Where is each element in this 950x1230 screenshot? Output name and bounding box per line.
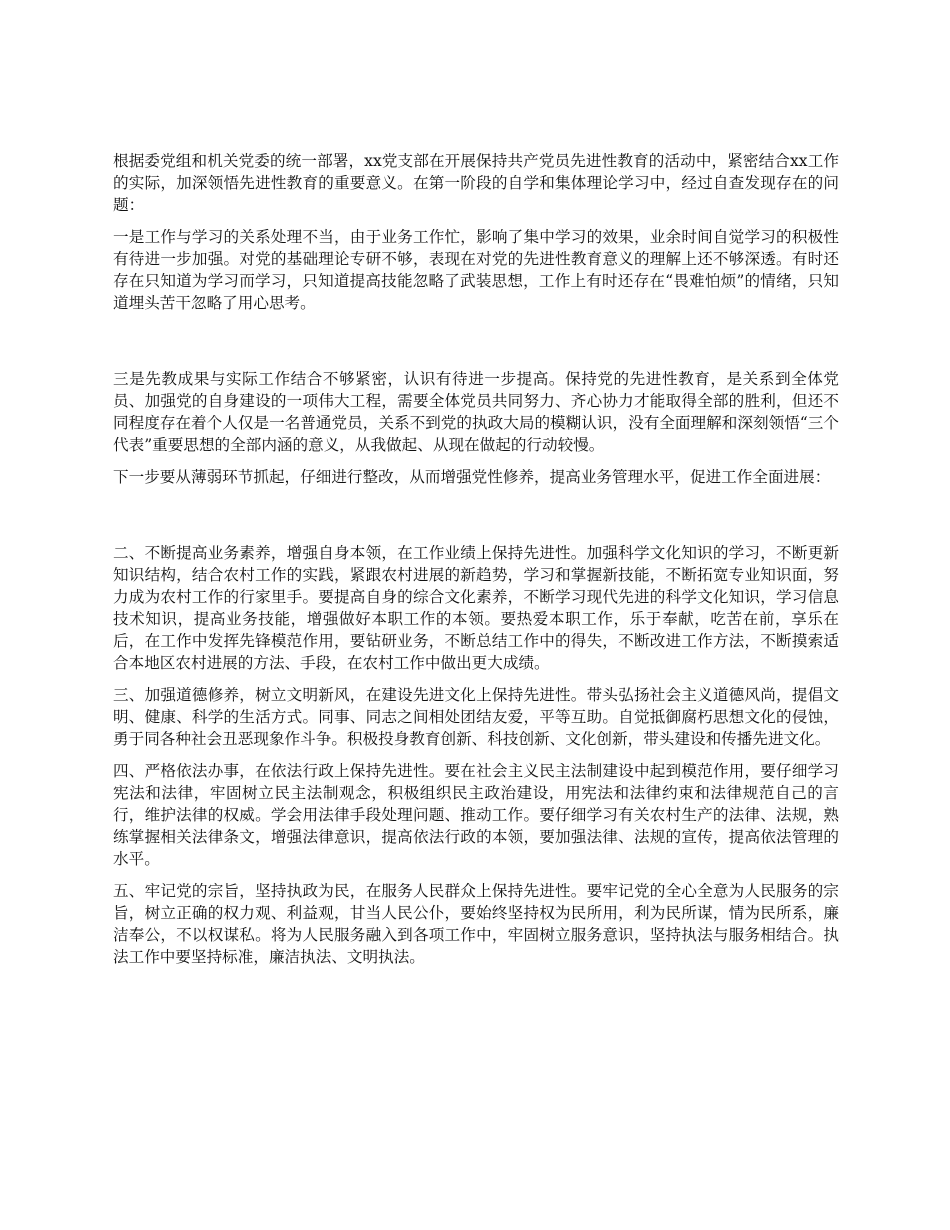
paragraph-next-steps: 下一步要从薄弱环节抓起，仔细进行整改，从而增强党性修养，提高业务管理水平，促进工作全面进展： <box>113 468 831 486</box>
document-body <box>113 150 839 968</box>
paragraph-intro: 根据委党组和机关党委的统一部署，xx党支部在开展保持共产党员先进性教育的活动中，紧密结合xx工作的实际，加深领悟先进性教育的重要意义。在第一阶段的自学和集体理论学习中，经过自查发现存在的问题： <box>113 152 839 214</box>
paragraph-measure-four: 四、严格依法办事，在依法行政上保持先进性。要在社会主义民主法制建设中起到模范作用，要仔细学习宪法和法律，牢固树立民主法制观念，积极组织民主政治建设，用宪法和法律约束和法律规范自己的言行，维护法律的权威。学会用法律手段处理问题、推动工作。要仔细学习有关农村生产的法律、法规，熟练掌握相关法律条文，增强法律意识，提高依法行政的本领，要加强法律、法规的宣传，提高依法管理的水平。 <box>113 762 839 868</box>
paragraph-measure-three: 三、加强道德修养，树立文明新风，在建设先进文化上保持先进性。带头弘扬社会主义道德风尚，提倡文明、健康、科学的生活方式。同事、同志之间相处团结友爱，平等互助。自觉抵御腐朽思想文化的侵蚀，勇于同各种社会丑恶现象作斗争。积极投身教育创新、科技创新、文化创新，带头建设和传播先进文化。 <box>113 686 839 748</box>
paragraph-measure-five: 五、牢记党的宗旨，坚持执政为民，在服务人民群众上保持先进性。要牢记党的全心全意为人民服务的宗旨，树立正确的权力观、利益观，甘当人民公仆，要始终坚持权为民所用，利为民所谋，情为民所系，廉洁奉公，不以权谋私。将为人民服务融入到各项工作中，牢固树立服务意识，坚持执法与服务相结合。执法工作中要坚持标准，廉洁执法、文明执法。 <box>113 882 839 966</box>
paragraph-problem-one: 一是工作与学习的关系处理不当，由于业务工作忙，影响了集中学习的效果，业余时间自觉学习的积极性有待进一步加强。对党的基础理论专研不够，表现在对党的先进性教育意义的理解上还不够深透。有时还存在只知道为学习而学习，只知道提高技能忽略了武装思想，工作上有时还存在“畏难怕烦”的情绪，只知道埋头苦干忽略了用心思考。 <box>113 228 839 312</box>
paragraph-problem-three: 三是先教成果与实际工作结合不够紧密，认识有待进一步提高。保持党的先进性教育，是关系到全体党员、加强党的自身建设的一项伟大工程，需要全体党员共同努力、齐心协力才能取得全部的胜利，但还不同程度存在着个人仅是一名普通党员，关系不到党的执政大局的模糊认识，没有全面理解和深刻领悟“三个代表”重要思想的全部内涵的意义，从我做起、从现在做起的行动较慢。 <box>113 370 839 454</box>
paragraph-measure-two: 二、不断提高业务素养，增强自身本领，在工作业绩上保持先进性。加强科学文化知识的学习，不断更新知识结构，结合农村工作的实践，紧跟农村进展的新趋势，学习和掌握新技能，不断拓宽专业知识面，努力成为农村工作的行家里手。要提高自身的综合文化素养，不断学习现代先进的科学文化知识，学习信息技术知识，提高业务技能，增强做好本职工作的本领。要热爱本职工作，乐于奉献，吃苦在前，享乐在后，在工作中发挥先锋模范作用，要钻研业务，不断总结工作中的得失，不断改进工作方法，不断摸索适合本地区农村进展的方法、手段，在农村工作中做出更大成绩。 <box>113 544 839 672</box>
